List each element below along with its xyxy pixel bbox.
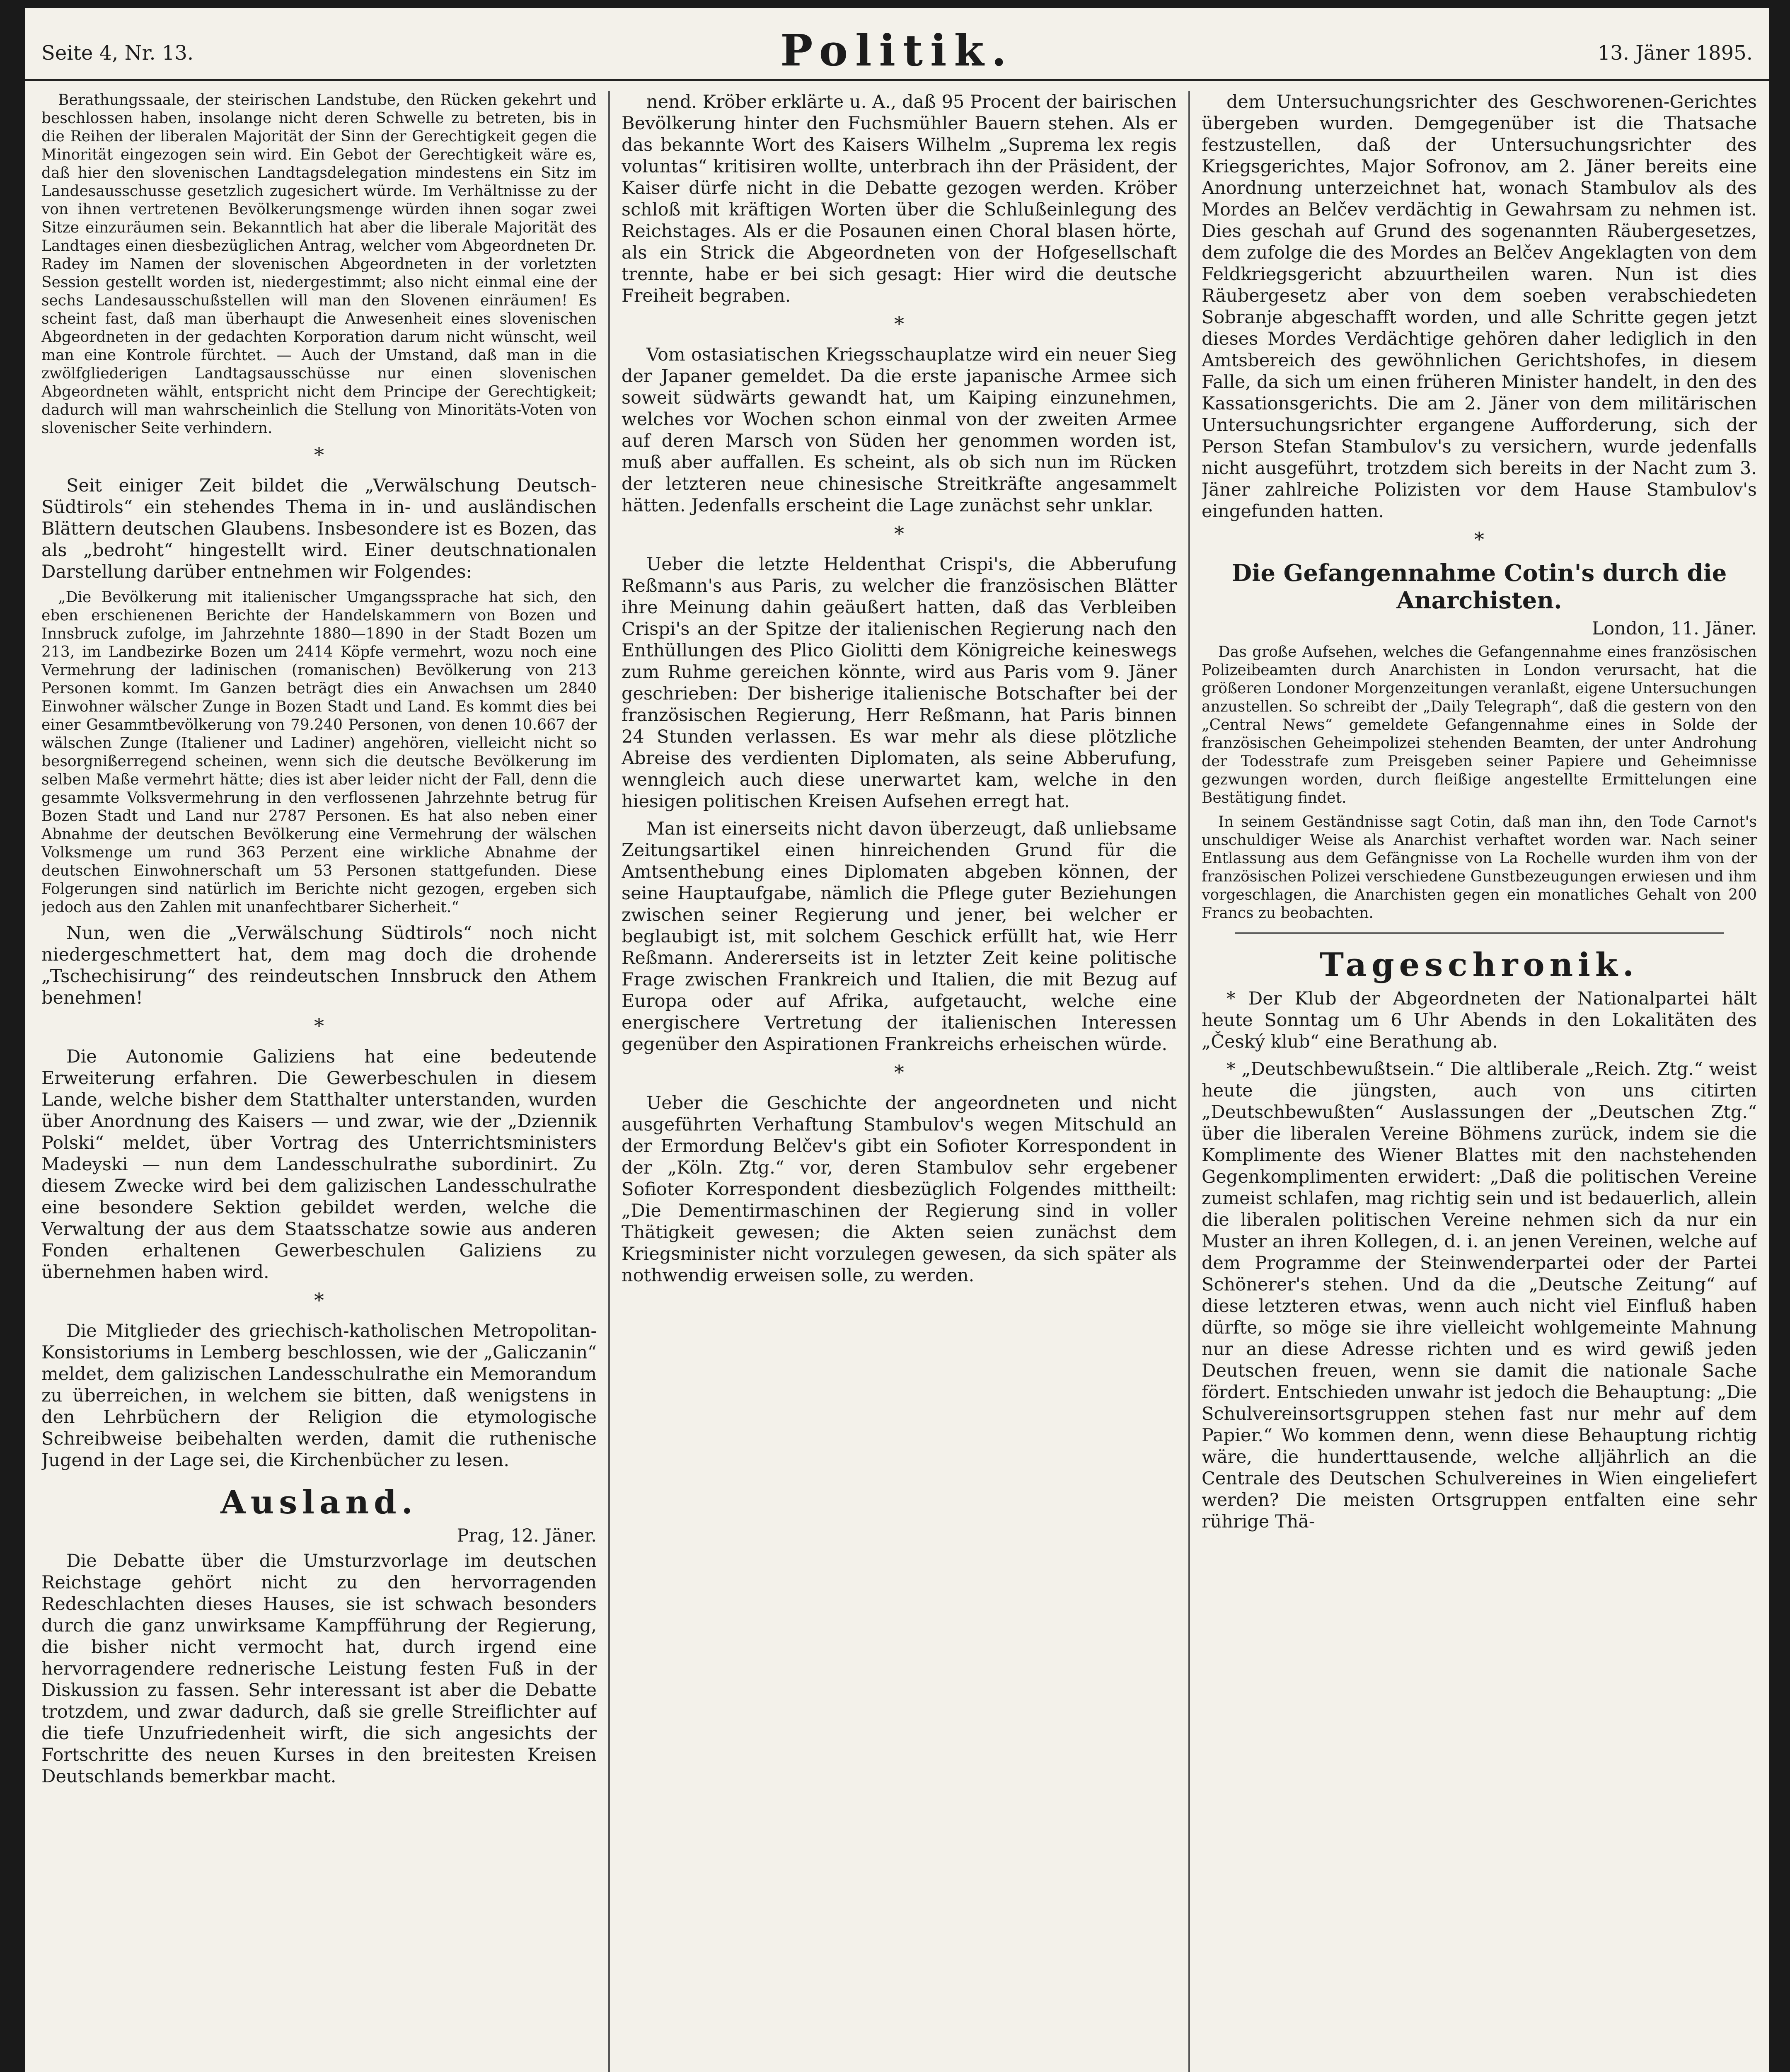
article-heading: Die Gefangennahme Cotin's durch die Anarchisten. bbox=[1231, 559, 1727, 614]
article-paragraph: Nun, wen die „Verwälschung Südtirols“ noch nicht niedergeschmettert hat, dem mag doch die drohende „Tschechisirung“ des reindeutschen Innsbruck den Athem benehmen! bbox=[41, 923, 597, 1008]
separator-star: * bbox=[894, 522, 904, 545]
page-header bbox=[25, 17, 1769, 81]
separator-star: * bbox=[894, 312, 904, 336]
article-paragraph: Ueber die Geschichte der angeordneten und nicht ausgeführten Verhaftung Stambulov's wegen Mitschuld an der Ermordung Belčev's gibt ein Sofioter Korrespondent in der „Köln. Ztg.“ vor, deren Stambulov sehr ergebener Sofioter Korrespondent diesbezüglich Folgendes mittheilt: „Die Dementirmaschinen der Regierung sind in voller Thätigkeit gewesen; die Akten seien zunächst dem Kriegsminister nicht vorzulegen gewesen, da sich später als nothwendig erweisen solle, zu werden. bbox=[622, 1093, 1177, 1286]
article-paragraph: Seit einiger Zeit bildet die „Verwälschung Deutsch-Südtirols“ ein stehendes Thema in in- und ausländischen Blättern deutschen Glaubens. Insbesondere ist es Bozen, das als „bedroht“ hingestellt wird. Einer deutschnationalen Darstellung darüber entnehmen wir Folgendes: bbox=[41, 475, 597, 582]
article-paragraph: Man ist einerseits nicht davon überzeugt, daß unliebsame Zeitungsartikel einen hinreichenden Grund für die Amtsenthebung eines Diplomaten abgeben können, der seine Hauptaufgabe, nämlich die Pflege guter Beziehungen zwischen seiner Regierung und jener, bei welcher er beglaubigt ist, mit solchem Geschick erfüllt hat, wie Herr Reßmann. Andererseits ist in letzter Zeit keine politische Frage zwischen Frankreich und Italien, die mit Bezug auf Europa oder auf Afrika, aufgetaucht, welche eine energischere Vertretung der italienischen Interessen gegenüber den Aspirationen Frankreichs erheischen würde. bbox=[622, 818, 1177, 1055]
article-paragraph: nend. Kröber erklärte u. A., daß 95 Procent der bairischen Bevölkerung hinter den Fuchsmühler Bauern stehen. Als er das bekannte Wort des Kaisers Wilhelm „Suprema lex regis voluntas“ kritisiren wollte, unterbrach ihn der Präsident, der Kaiser dürfe nicht in die Debatte gezogen werden. Kröber schloß mit kräftigen Worten über die Schlußeinlegung des Reichstages. Als er die Posaunen einen Choral blasen hörte, als ein Strick die Abgeordneten von der Hofgesellschaft trennte, habe er bei sich gesagt: Hier wird die deutsche Freiheit begraben. bbox=[622, 92, 1177, 306]
column-3 bbox=[1202, 91, 1757, 2072]
separator-star: * bbox=[314, 1289, 324, 1312]
article-paragraph: Ueber die letzte Heldenthat Crispi's, die Abberufung Reßmann's aus Paris, zu welcher die französischen Blätter ihre Meinung dahin geäußert hatten, daß das Verbleiben Crispi's an der Spitze der italienischen Regierung nach den Enthüllungen des Plico Giolitti dem Königreiche keineswegs zum Ruhme gereichen könnte, wird aus Paris vom 9. Jäner geschrieben: Der bisherige italienische Botschafter bei der französischen Regierung, Herr Reßmann, hat Paris binnen 24 Stunden verlassen. Es war mehr als diese plötzliche Abreise des verdienten Diplomaten, als seine Abberufung, wenngleich auch diese unerwartet kam, welche in den hiesigen politischen Kreisen Aufsehen erregt hat. bbox=[622, 554, 1177, 812]
separator-star: * bbox=[894, 1061, 904, 1084]
quoted-paragraph: „Die Bevölkerung mit italienischer Umgangssprache hat sich, den eben erschienenen Berichte der Handelskammern von Bozen und Innsbruck zufolge, im Jahrzehnte 1880—1890 in der Stadt Bozen um 213, im Landbezirke Bozen um 2414 Köpfe vermehrt, wozu noch eine Vermehrung der ladinischen (romanischen) Bevölkerung von 213 Personen kommt. Im Ganzen beträgt dies ein Anwachsen um 2840 Einwohner wälscher Zunge in Bozen Stadt und Land. Es kommt dies bei einer Gesammtbevölkerung von 79.240 Personen, von denen 10.667 der wälschen Zunge (Italiener und Ladiner) angehören, vielleicht nicht so besorgnißerregend scheinen, wenn sich die deutsche Bevölkerung im selben Maße vermehrt hätte; dies ist aber leider nicht der Fall, denn die gesammte Volksvermehrung in den verflossenen Jahrzehnte betrug für Bozen Stadt und Land nur 2787 Personen. Es hat also neben einer Abnahme der deutschen Bevölkerung eine Vermehrung der wälschen Volksmenge um rund 363 Perzent eine wirkliche Abnahme der deutschen Einwohnerschaft um 53 Personen stattgefunden. Diese Folgerungen sind natürlich im Berichte nicht gezogen, ergeben sich jedoch aus den Zahlen mit unanfechtbarer Sicherheit.“ bbox=[41, 589, 597, 916]
section-heading-ausland: Ausland. bbox=[220, 1484, 418, 1521]
column-2 bbox=[622, 91, 1177, 2072]
article-paragraph: * „Deutschbewußtsein.“ Die altliberale „Reich. Ztg.“ weist heute die jüngsten, auch von uns citirten „Deutschbewußten“ Auslassungen der „Deutschen Ztg.“ über die liberalen Vereine Böhmens zurück, indem sie die Komplimente des Wiener Blattes mit den nachstehenden Gegenkomplimenten erwidert: „Daß die politischen Vereine zumeist schlafen, mag richtig sein und ist bedauerlich, allein die liberalen politischen Vereine nehmen sich da nur ein Muster an ihren Kollegen, d. i. an jenen Vereinen, welche auf dem Programme der Steinwenderpartei oder der Partei Schönerer's stehen. Und da die „Deutsche Zeitung“ auf diese letzteren etwas, wenn auch nicht viel Einfluß haben dürfte, so möge sie ihre vielleicht wohlgemeinte Mahnung nur an diese Adresse richten und es wird gewiß jeden Deutschen freuen, wenn sie damit die nationale Sache fördert. Entschieden unwahr ist jedoch die Behauptung: „Die Schulvereinsortsgruppen stehen fast nur mehr auf dem Papier.“ Wo kommen denn, wenn diese Behauptung richtig wäre, die hunderttausende, welche alljährlich an die Centrale des Deutschen Schulvereines in Wien eingeliefert werden? Die meisten Ortsgruppen entfalten eine sehr rührige Thä- bbox=[1202, 1059, 1757, 1532]
article-paragraph: In seinem Geständnisse sagt Cotin, daß man ihn, den Tode Carnot's unschuldiger Weise als Anarchist verhaftet worden war. Nach seiner Entlassung aus dem Gefängnisse von La Rochelle wurden ihm von der französischen Polizei verschiedene Gunstbezeugungen erwiesen und ihm vorgeschlagen, die Anarchisten gegen ein monatliches Gehalt von 200 Francs zu beobachten. bbox=[1202, 813, 1757, 922]
article-paragraph: Das große Aufsehen, welches die Gefangennahme eines französischen Polizeibeamten durch Anarchisten in London verursacht, hat die größeren Londoner Morgenzeitungen veranlaßt, eigene Untersuchungen anzustellen. So schreibt der „Daily Telegraph“, daß die gestern von den „Central News“ gemeldete Gefangennahme eines in Solde der französischen Geheimpolizei stehenden Beamten, der unter Androhung der Todesstrafe zum Preisgeben seiner Papiere und Geheimnisse gezwungen worden, durch fleißige angestellte Ermittelungen eine Bestätigung findet. bbox=[1202, 644, 1757, 806]
newspaper-page bbox=[25, 8, 1769, 2072]
column-rule bbox=[608, 91, 610, 2072]
column-1 bbox=[41, 91, 597, 2072]
article-paragraph: Die Autonomie Galiziens hat eine bedeutende Erweiterung erfahren. Die Gewerbeschulen in diesem Lande, welche bisher dem Statthalter unterstanden, wurden über Anordnung des Kaisers — und zwar, wie der „Dziennik Polski“ meldet, über Vortrag des Unterrichtsministers Madeyski — nun dem Landesschulrathe subordinirt. Zu diesem Zwecke wird bei dem galizischen Landesschulrathe eine besondere Sektion gebildet werden, welche die Verwaltung der aus dem Staatsschatze sowie aus anderen Fonden erhaltenen Gewerbeschulen Galiziens zu übernehmen haben wird. bbox=[41, 1046, 597, 1283]
separator-star: * bbox=[1474, 528, 1484, 551]
issue-date: 13. Jäner 1895. bbox=[1597, 41, 1753, 65]
dateline: London, 11. Jäner. bbox=[1592, 618, 1757, 639]
column-rule bbox=[1188, 91, 1190, 2072]
article-paragraph: Die Mitglieder des griechisch-katholischen Metropolitan-Konsistoriums in Lemberg beschlossen, wie der „Galiczanin“ meldet, dem galizischen Landesschulrathe ein Memorandum zu überreichen, in welchem sie bitten, daß wenigstens in den Lehrbüchern der Religion die etymologische Schreibweise beibehalten werden, damit die ruthenische Jugend in der Lage sei, die Kirchenbücher zu lesen. bbox=[41, 1321, 597, 1471]
separator-star: * bbox=[314, 443, 324, 467]
article-paragraph: * Der Klub der Abgeordneten der Nationalpartei hält heute Sonntag um 6 Uhr Abends in den Lokalitäten des „Český klub“ eine Berathung ab. bbox=[1202, 988, 1757, 1052]
dateline: Prag, 12. Jäner. bbox=[457, 1525, 597, 1546]
article-paragraph: Vom ostasiatischen Kriegsschauplatze wird ein neuer Sieg der Japaner gemeldet. Da die erste japanische Armee sich soweit südwärts gewandt hat, um Kaiping einzunehmen, welches vor Wochen schon einmal von der zweiten Armee auf deren Marsch von Süden her genommen worden ist, muß aber auffallen. Es scheint, als ob sich nun im Rücken der letzteren neue chinesische Streitkräfte angesammelt hätten. Jedenfalls erscheint die Lage zunächst sehr unklar. bbox=[622, 344, 1177, 516]
section-title: Politik. bbox=[780, 25, 1014, 76]
article-paragraph: Berathungssaale, der steirischen Landstube, den Rücken gekehrt und beschlossen haben, insolange nicht deren Schwelle zu betreten, bis in die Reihen der liberalen Majorität der Sinn der Gerechtigkeit gegen die Minorität eingezogen sein wird. Ein Gebot der Gerechtigkeit wäre es, daß hier den slovenischen Landtagsdelegation mindestens ein Sitz im Landesausschusse gesetzlich zugesichert würde. Im Verhältnisse zu der von ihnen vertretenen Bevölkerungsmenge würden ihnen sogar zwei Sitze einzuräumen sein. Bekanntlich hat aber die liberale Majorität des Landtages einen diesbezüglichen Antrag, welcher vom Abgeordneten Dr. Radey im Namen der slovenischen Abgeordneten in der vorletzten Session gestellt worden ist, niedergestimmt; also nicht einmal eine der sechs Landesausschußstellen will man den Slovenen einräumen! Es scheint fast, daß man überhaupt die Anwesenheit eines slovenischen Abgeordneten in der gedachten Korporation darum nicht wünscht, weil man eine Kontrole fürchtet. — Auch der Umstand, daß man in die zwölfgliederigen Landtagsausschüsse nur einen slovenischen Abgeordneten wählt, entspricht nicht dem Principe der Gerechtigkeit; dadurch will man wahrscheinlich die Stellung von Minoritäts-Voten von slovenischer Seite verhindern. bbox=[41, 92, 597, 437]
article-paragraph: Die Debatte über die Umsturzvorlage im deutschen Reichstage gehört nicht zu den hervorragenden Redeschlachten dieses Hauses, sie ist schwach besonders durch die ganz unwirksame Kampfführung der Regierung, die bisher nicht vermocht hat, durch irgend eine hervorragendere rednerische Leistung festen Fuß in der Diskussion zu fassen. Sehr interessant ist aber die Debatte trotzdem, und zwar dadurch, daß sie grelle Streiflichter auf die tiefe Unzufriedenheit wirft, die sich angesichts der Fortschritte des neuen Kurses in den breitesten Kreisen Deutschlands bemerkbar macht. bbox=[41, 1551, 597, 1787]
section-heading-tageschronik: Tageschronik. bbox=[1319, 946, 1639, 984]
separator-star: * bbox=[314, 1014, 324, 1038]
article-paragraph: dem Untersuchungsrichter des Geschworenen-Gerichtes übergeben wurden. Demgegenüber ist die Thatsache festzustellen, daß der Untersuchungsrichter des Kriegsgerichtes, Major Sofronov, am 2. Jäner bereits eine Anordnung unterzeichnet hat, wonach Stambulov als des Mordes an Belčev verdächtig in Gewahrsam zu nehmen ist. Dies geschah auf Grund des sogenannten Räubergesetzes, dem zufolge die des Mordes an Belčev Angeklagten von dem Feldkriegsgericht abzuurtheilen waren. Nun ist dies Räubergesetz aber von dem soeben verabschiedeten Sobranje abgeschafft worden, und alle Schritte gegen jetzt dieses Mordes Verdächtige gehören daher lediglich in den Amtsbereich des gewöhnlichen Gerichtshofes, in diesem Falle, da sich um einen früheren Minister handelt, in den des Kassationsgerichts. Die am 2. Jäner von dem militärischen Untersuchungsrichter ergangene Aufforderung, sich der Person Stefan Stambulov's zu versichern, wurde jedenfalls nicht ausgeführt, trotzdem sich bereits in der Nacht zum 3. Jäner zahlreiche Polizisten vor dem Hause Stambulov's eingefunden hatten. bbox=[1202, 92, 1757, 522]
page-number: Seite 4, Nr. 13. bbox=[41, 41, 194, 65]
divider bbox=[1235, 932, 1724, 934]
